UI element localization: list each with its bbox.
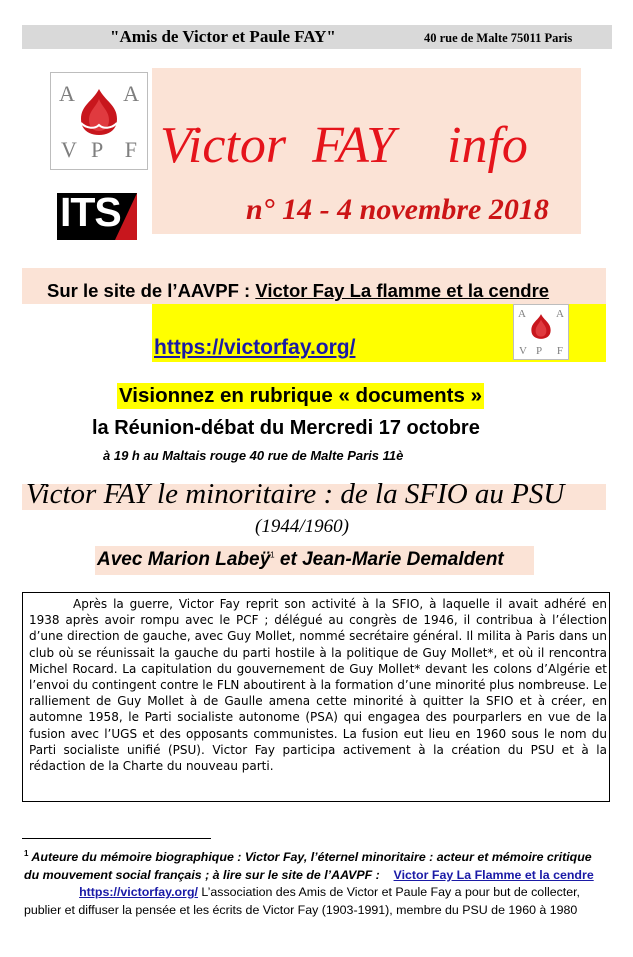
logo-letter: F [124, 137, 137, 162]
logo-letter: A [556, 308, 564, 320]
documents-heading: Visionnez en rubrique « documents » [119, 384, 483, 407]
its-logo [57, 193, 137, 240]
logo-letter: A [518, 308, 526, 320]
footnote [24, 845, 610, 919]
issue-number-date: n° 14 - 4 novembre 2018 [246, 193, 549, 226]
logo-letter: V [519, 345, 527, 357]
flame-icon [526, 313, 556, 340]
meeting-title: la Réunion-débat du Mercredi 17 octobre [92, 417, 480, 439]
footnote-text: L’association des Amis de Victor et Paule Fay a pour but de collecter, publier et diffuser la pensée et les écrits de Victor Fay (1903-1991), membre du PSU de 1960 à 1980 [24, 885, 581, 917]
footnote-ref: 1 [270, 550, 275, 560]
speaker-2: et Jean-Marie Demaldent [274, 549, 504, 570]
site-book-link[interactable]: Victor Fay La flamme et la cendre [255, 280, 550, 301]
footnote-italic: Auteure du mémoire biographique : Victor Fay, l’éternel minoritaire : acteur et mémoire critique du mouvement social français ; à lire sur le site de l’AAVPF : [24, 850, 592, 882]
aavpf-logo-small [513, 304, 569, 360]
article-paragraph: Après la guerre, Victor Fay reprit son activité à la SFIO, à laquelle il avait adhéré en 1938 après avoir rompu avec le PCF ; délégué au congrès de 1946, il contribua à l’élection d’une direction de gauche, avec Guy Mollet, nommé secrétaire général. Il milita à Paris dans un club où se réunissait la gauche du parti hostile à la politique de Guy Mollet*, et où il rencontra Michel Rocard. La capitulation du gouvernement de Guy Mollet* devant les colons d’Algérie et l’envoi du contingent contre le FLN aboutirent à la formation d’une minorité plus nombreuse. Le ralliement de Guy Mollet à de Gaulle amena cette minorité à quitter la SFIO et à créer, en automne 1958, le Parti socialiste autonome (PSA) qui engagea des pourparlers en vue de la fusion avec l’UGS et des opposants communistes. La fusion eut lieu en 1960 sous le nom du Parti socialiste unifié (PSU). Victor Fay participa activement à la création du PSU et à la rédaction de la Charte du nouveau parti. [29, 597, 607, 774]
footnote-url-link[interactable]: https://victorfay.org/ [79, 885, 198, 900]
its-red-triangle-icon [115, 193, 137, 240]
association-address: 40 rue de Malte 75011 Paris [424, 31, 573, 45]
subject-title: Victor FAY le minoritaire : de la SFIO au PSU [26, 478, 565, 510]
association-name: "Amis de Victor et Paule FAY" [110, 27, 336, 46]
logo-letter: A [59, 81, 75, 106]
website-url-link[interactable]: https://victorfay.org/ [154, 336, 356, 359]
logo-letter: F [556, 345, 563, 357]
newsletter-title: Victor FAY info [160, 117, 528, 174]
speaker-1: Avec Marion Labeÿ [97, 549, 271, 570]
footnote-mark: 1 [24, 849, 29, 858]
logo-letter: P [91, 137, 104, 162]
logo-letter: P [536, 345, 543, 357]
meeting-location: à 19 h au Maltais rouge 40 rue de Malte Paris 11è [103, 448, 404, 463]
footnote-separator [22, 838, 211, 839]
site-intro: Sur le site de l’AAVPF : [47, 280, 256, 301]
speakers-line [97, 549, 504, 571]
site-intro-line [47, 280, 549, 302]
flame-icon [71, 87, 127, 137]
logo-letter: A [123, 81, 139, 106]
aavpf-logo [50, 72, 148, 170]
footnote-book-link[interactable]: Victor Fay La Flamme et la cendre [393, 867, 594, 882]
logo-letter: V [61, 137, 77, 162]
subject-years: (1944/1960) [255, 516, 349, 537]
its-logo-text: ITS [60, 193, 121, 235]
